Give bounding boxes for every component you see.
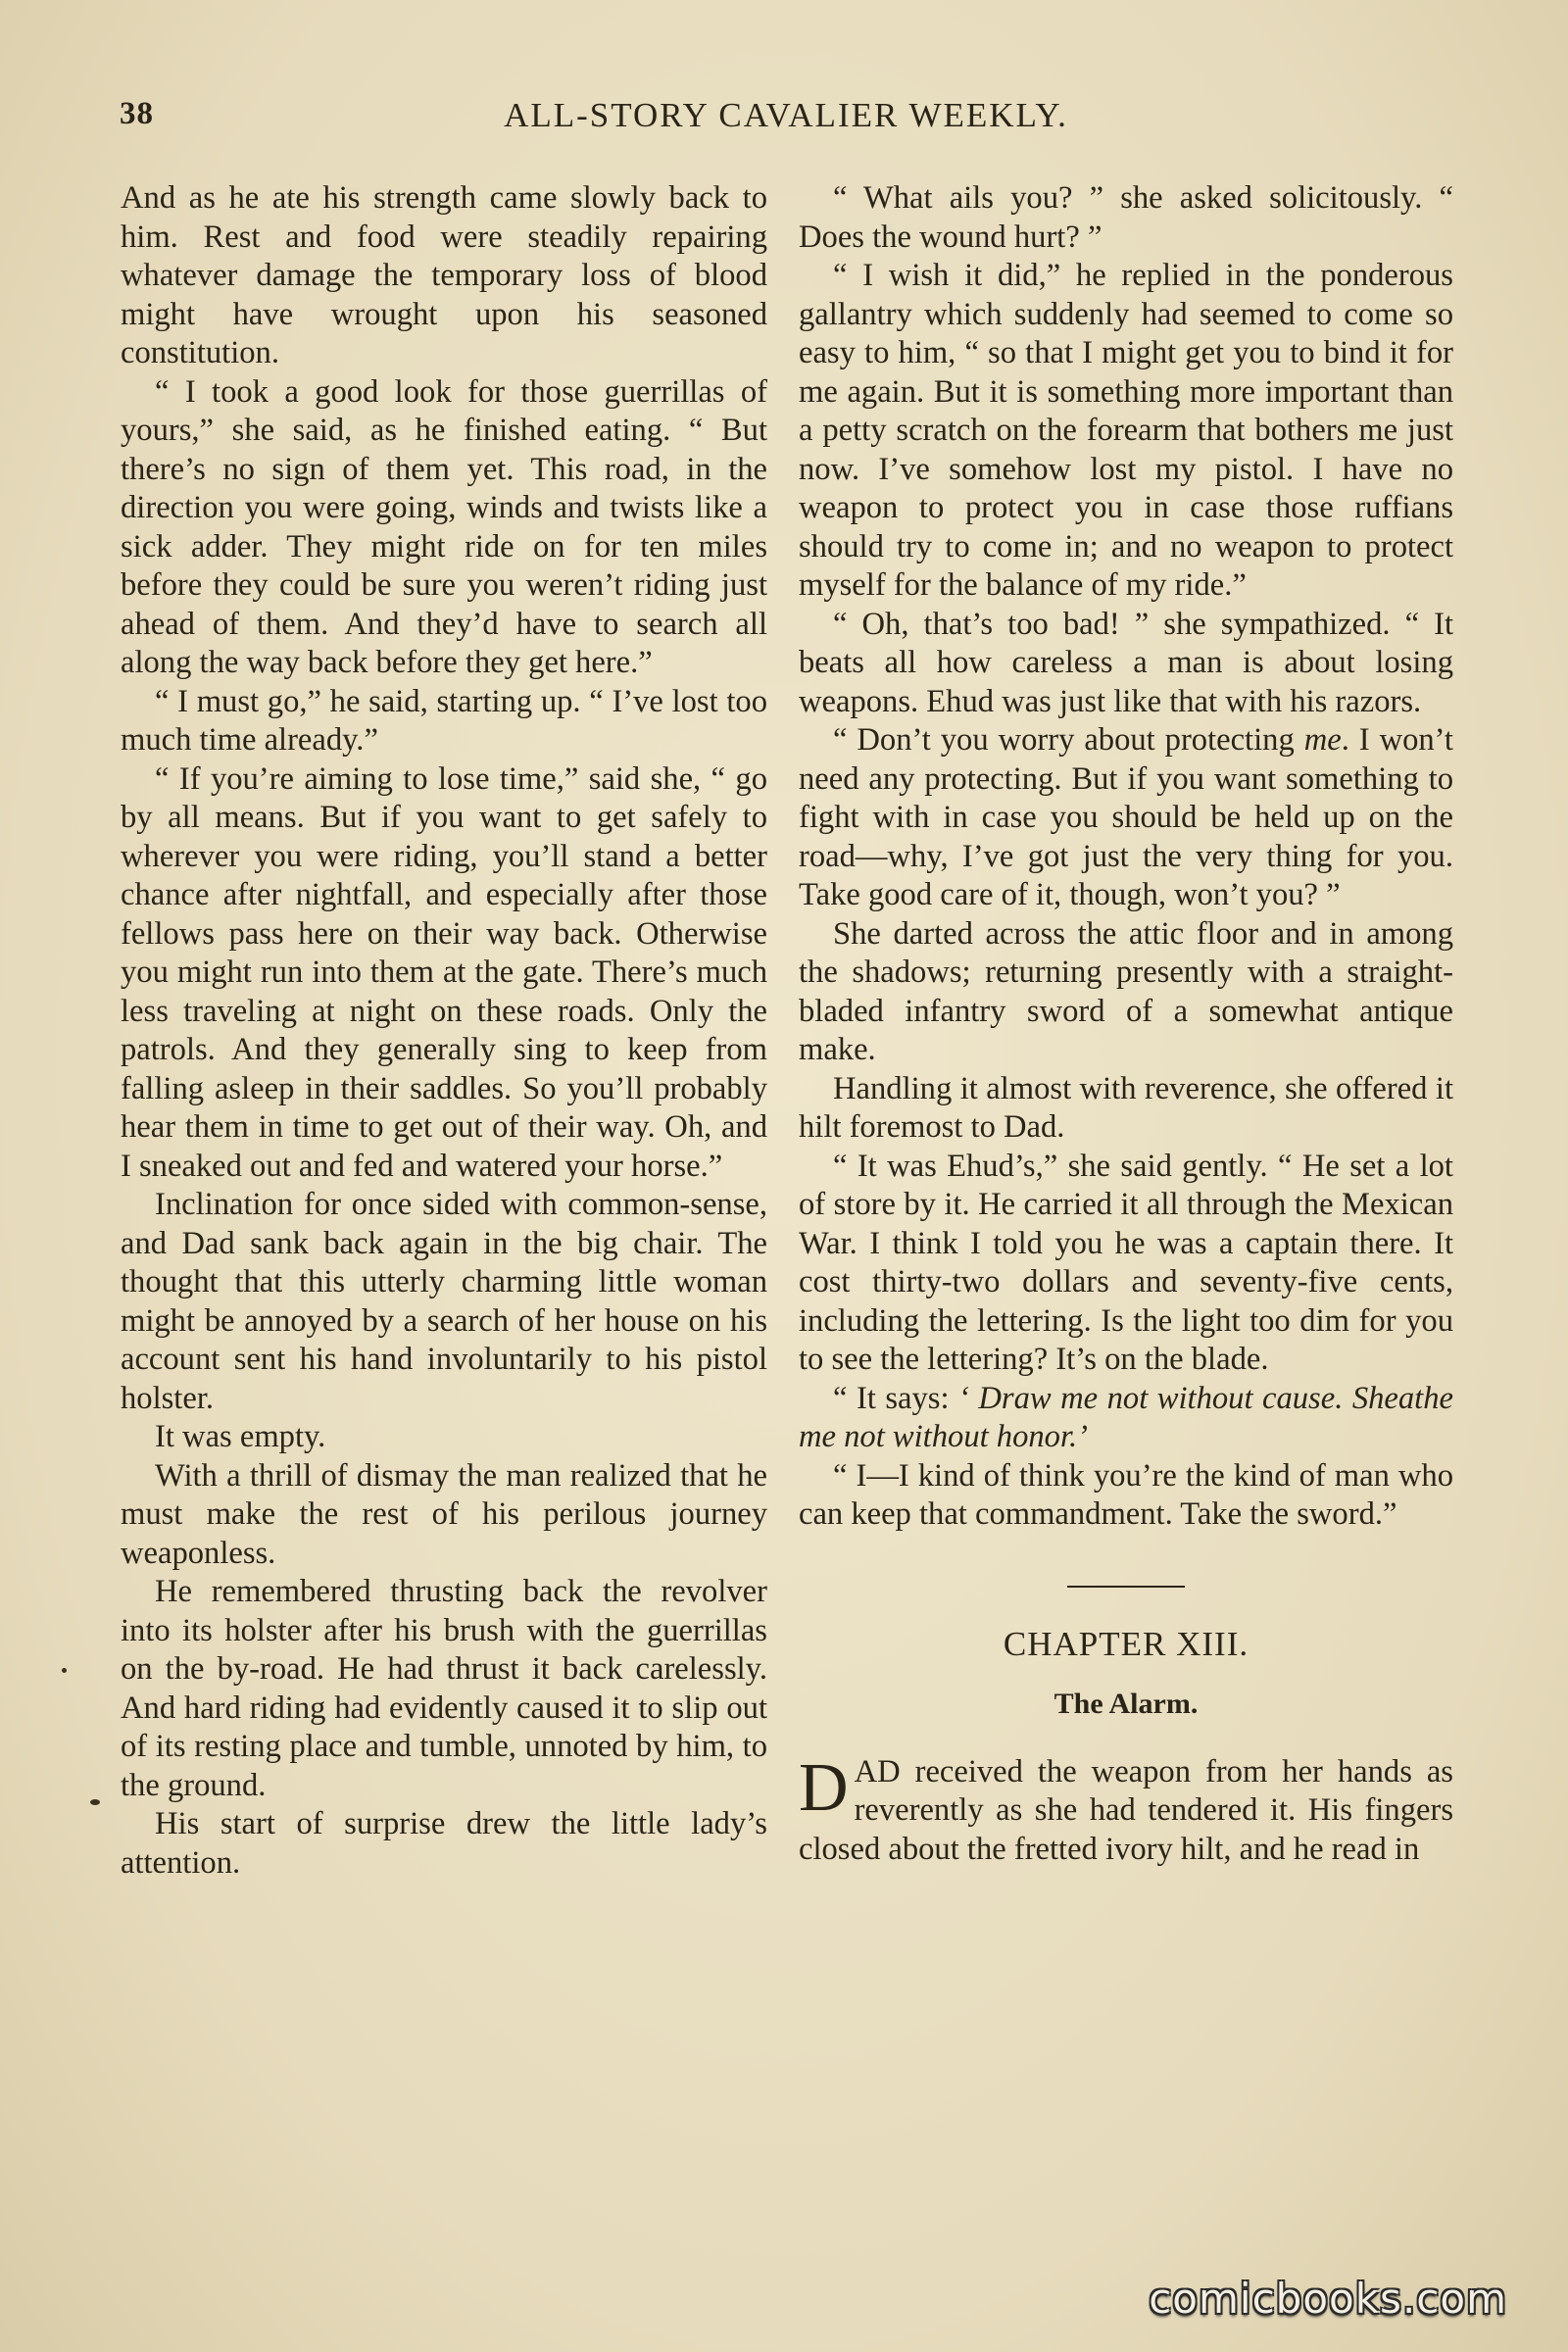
paragraph: “ Oh, that’s too bad! ” she sympathized. “ It beats all how careless a man is about losing weapons. Ehud was just like that with his razors.: [799, 606, 1453, 719]
paragraph: “ I took a good look for those guerrillas of yours,” she said, as he finished eating. “ But there’s no sign of them yet. This road, in the direction you were going, winds and twists like a sick adder. They might ride on for ten miles before they could be sure you weren’t riding just ahead of them. And they’d have to search all along the way back before they get here.”: [121, 373, 767, 680]
paragraph: With a thrill of dismay the man realized that he must make the rest of his perilous journey weaponless.: [121, 1457, 767, 1571]
left-column: [121, 179, 767, 1883]
page-number: 38: [120, 96, 154, 131]
paragraph: “ It was Ehud’s,” she said gently. “ He set a lot of store by it. He carried it all through the Mexican War. I think I told you he was a captain there. It cost thirty-two dollars and seventy-five cents, including the lettering. Is the light too dim for you to see the lettering? It’s on the blade.: [799, 1148, 1453, 1377]
ink-speck: [90, 1799, 100, 1805]
running-title: ALL-STORY CAVALIER WEEKLY.: [504, 96, 1068, 134]
paragraph-text: “ It says:: [833, 1380, 950, 1416]
paragraph: And as he ate his strength came slowly back to him. Rest and food were steadily repairing whatever damage the temporary loss of blood might have wrought upon his seasoned constitution.: [121, 180, 767, 370]
chapter-title: CHAPTER XIII.: [1003, 1624, 1250, 1663]
paragraph: His start of surprise drew the little lady’s attention.: [121, 1806, 767, 1881]
paragraph: “ I must go,” he said, starting up. “ I’ve lost too much time already.”: [121, 683, 767, 758]
paragraph-text: . I won’t need any protecting. But if you want something to fight with in case you should be held up on the road—why, I’ve got just the very thing for you. Take good care of it, though, won’t you? ”: [799, 722, 1453, 912]
drop-cap: D: [799, 1749, 849, 1826]
emphasis: me: [1303, 722, 1342, 758]
page-header: [120, 96, 1452, 145]
paragraph: “ I—I kind of think you’re the kind of man who can keep that commandment. Take the sword.”: [799, 1457, 1453, 1532]
paragraph: “ I wish it did,” he replied in the ponderous gallantry which suddenly had seemed to come so easy to him, “ so that I might get you to bind it for me again. But it is something more important than a petty scratch on the forearm that bothers me just now. I’ve somehow lost my pistol. I have no weapon to protect you in case those ruffians should try to come in; and no weapon to protect myself for the balance of my ride.”: [799, 258, 1453, 603]
sword-inscription: ‘ Draw me not without cause. Sheathe me not without honor.’: [799, 1380, 1453, 1454]
chapter-opening-text: AD received the weapon from her hands as reverently as she had tendered it. His fingers closed about the fretted ivory hilt, and he read in: [799, 1753, 1453, 1867]
ink-speck: [62, 1668, 67, 1673]
paragraph: [799, 721, 1453, 915]
paragraph: It was empty.: [155, 1419, 326, 1454]
watermark: comicbooks.com: [1149, 2275, 1507, 2323]
paragraph-text: “ Don’t you worry about protecting: [833, 722, 1295, 758]
paragraph: Inclination for once sided with common-sense, and Dad sank back again in the big chair. The thought that this utterly charming little woman might be annoyed by a search of her house on his account sent his hand involuntarily to his pistol holster.: [121, 1187, 767, 1416]
chapter-divider: [1067, 1586, 1185, 1588]
paragraph: [799, 1380, 1453, 1457]
paragraph: He remembered thrusting back the revolver into its holster after his brush with the guerrillas on the by-road. He had thrust it back carelessly. And hard riding had evidently caused it to slip out of its resting place and tumble, unnoted by him, to the ground.: [121, 1574, 767, 1803]
chapter-opening: [799, 1749, 1453, 1870]
paragraph: “ What ails you? ” she asked solicitously. “ Does the wound hurt? ”: [799, 180, 1453, 255]
right-column: [799, 179, 1453, 1869]
paragraph: Handling it almost with reverence, she offered it hilt foremost to Dad.: [799, 1070, 1453, 1145]
chapter-subtitle: The Alarm.: [1054, 1688, 1199, 1720]
paragraph: She darted across the attic floor and in among the shadows; returning presently with a straight-bladed infantry sword of a somewhat antique make.: [799, 915, 1453, 1067]
paragraph: “ If you’re aiming to lose time,” said she, “ go by all means. But if you want to get safely to wherever you were riding, you’ll stand a better chance after nightfall, and especially after those fellows pass here on their way back. Otherwise you might run into them at the gate. There’s much less traveling at night on these roads. Only the patrols. And they generally sing to keep from falling asleep in their saddles. So you’ll probably hear them in time to get out of their way. Oh, and I sneaked out and fed and watered your horse.”: [121, 760, 767, 1184]
